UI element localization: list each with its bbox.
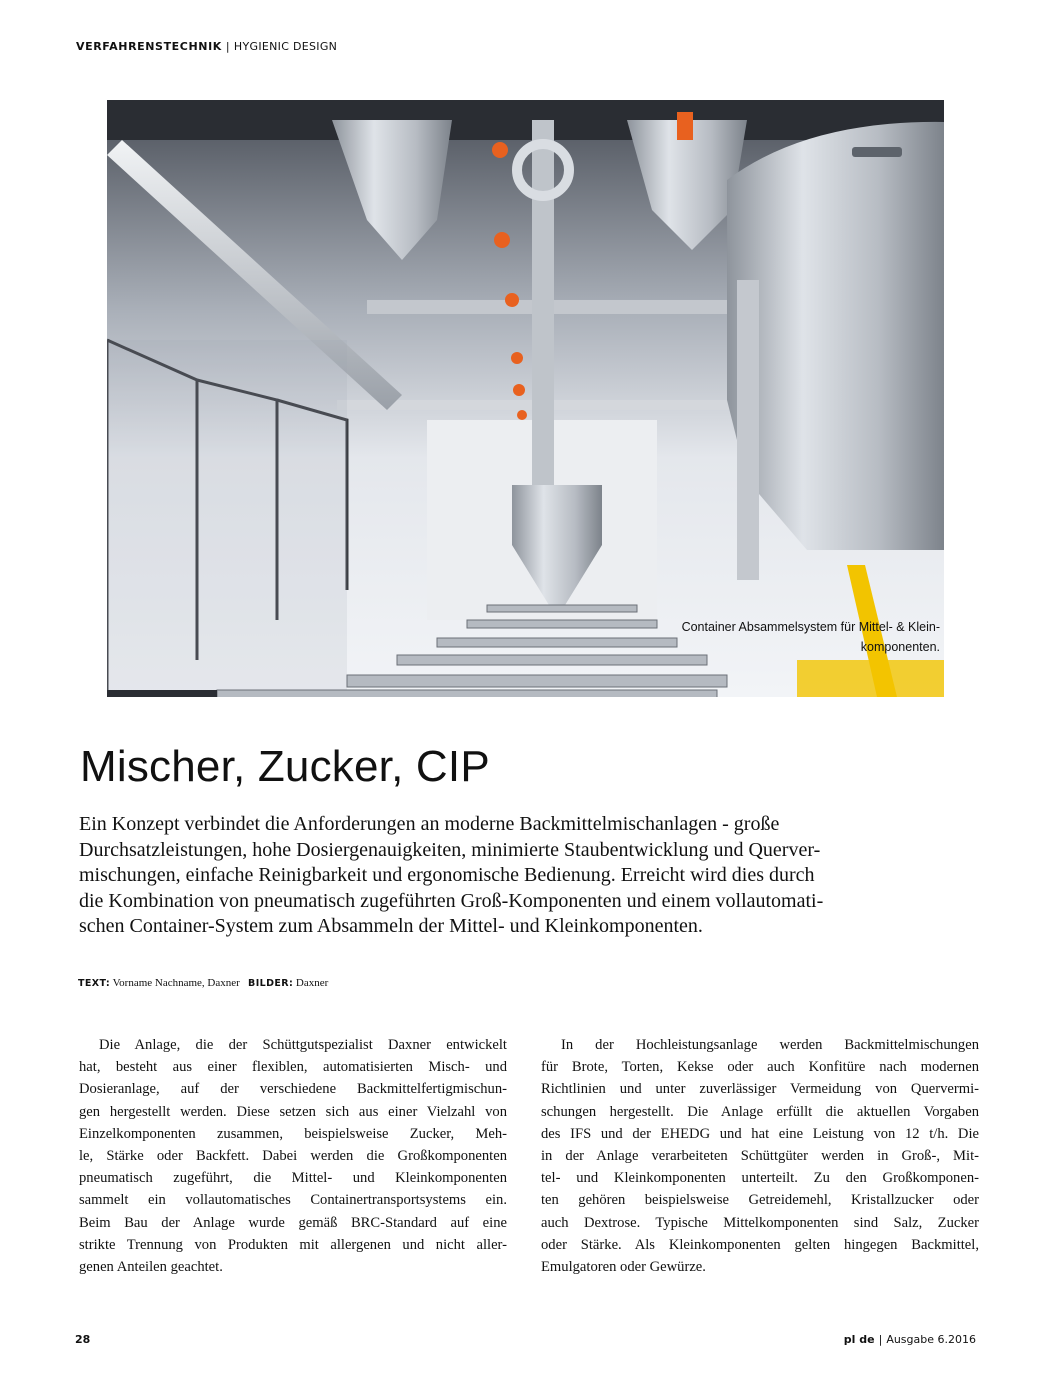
valve	[511, 352, 523, 364]
valve	[492, 142, 508, 158]
fence-mesh	[107, 340, 347, 697]
body-line: gen hergestellt werden. Diese setzen sich aus einer Vielzahl von	[79, 1103, 507, 1120]
ceiling	[107, 100, 944, 140]
caption-line-2: komponenten.	[860, 640, 940, 654]
body-line: Beim Bau der Anlage wurde gemäß BRC-Standard auf eine	[79, 1214, 507, 1231]
body-line: auch Dextrose. Typische Mittelkomponenten sind Salz, Zucker	[541, 1214, 979, 1231]
caption-line-1: Container Absammelsystem für Mittel- & Klein-	[681, 620, 940, 634]
issue-number: Ausgabe 6.2016	[886, 1333, 976, 1346]
body-line: des IFS und der EHEDG und hat eine Leistung von 12 t/h. Die	[541, 1125, 979, 1142]
body-column-right	[541, 1034, 979, 1278]
section-name: VERFAHRENSTECHNIK	[76, 40, 222, 53]
valve	[494, 232, 510, 248]
body-line: in der Anlage verarbeiteten Schüttgüter werden in Groß-, Mit-	[541, 1147, 979, 1164]
body-line: Die Anlage, die der Schüttgutspezialist Daxner entwickelt	[99, 1037, 507, 1053]
motor	[677, 112, 693, 140]
hero-photo	[107, 100, 944, 697]
body-line: ten gehören beispielsweise Getreidemehl, Kristallzucker oder	[541, 1192, 979, 1209]
footer-issue	[844, 1333, 976, 1346]
body-line: In der Hochleistungsanlage werden Backmittelmischungen	[561, 1037, 979, 1053]
article-headline: Mischer, Zucker, CIP	[80, 742, 490, 791]
feed-pipe	[532, 120, 554, 500]
section-topic: HYGIENIC DESIGN	[233, 40, 338, 53]
publication-name: pl de	[843, 1333, 875, 1346]
silo-badge	[852, 147, 902, 157]
page-number: 28	[75, 1333, 91, 1346]
plant-illustration	[107, 100, 944, 697]
body-line: strikte Trennung von Produkten mit allergenen und nicht aller-	[79, 1236, 507, 1253]
body-line: Richtlinien und unter zuverlässiger Vermeidung von Quervermi-	[541, 1081, 979, 1098]
body-line: sammelt ein vollautomatisches Containertransportsystems ein.	[79, 1192, 507, 1209]
photo-caption	[610, 617, 940, 657]
valve	[505, 293, 519, 307]
section-header	[76, 40, 337, 53]
body-line: Einzelkomponenten zusammen, beispielsweise Zucker, Meh-	[79, 1125, 507, 1142]
body-line: oder Stärke. Als Kleinkomponenten gelten hingegen Backmittel,	[541, 1236, 979, 1253]
image-credit-label: BILDER:	[248, 978, 294, 989]
body-line: pneumatisch zugeführt, die Mittel- und Kleinkomponenten	[79, 1170, 507, 1187]
section-separator: |	[225, 40, 230, 53]
body-line: le, Stärke oder Backfett. Dabei werden die Großkomponenten	[79, 1147, 507, 1164]
lead-line: schen Container-System zum Absammeln der Mittel- und Kleinkomponenten.	[79, 915, 703, 937]
valve	[517, 410, 527, 420]
yellow-platform	[797, 660, 944, 697]
body-line: genen Anteilen geachtet.	[79, 1258, 223, 1275]
article-credits	[78, 977, 328, 989]
lead-line: Durchsatzleistungen, hohe Dosiergenauigkeiten, minimierte Staubentwicklung und Querver-	[79, 838, 821, 861]
text-credit-value: Vorname Nachname, Daxner	[112, 977, 240, 989]
lead-line: Ein Konzept verbindet die Anforderungen an moderne Backmittelmischanlagen - große	[79, 813, 780, 835]
article-lead	[79, 812, 959, 940]
body-line: tel- und Kleinkomponenten unterteilt. Zu den Großkomponen-	[541, 1170, 979, 1187]
large-silo	[727, 122, 944, 550]
lead-line: die Kombination von pneumatisch zugeführten Groß-Komponenten und einem vollautomati-	[79, 889, 824, 912]
container-body	[512, 485, 602, 545]
body-column-left	[79, 1034, 507, 1278]
body-line: Emulgatoren oder Gewürze.	[541, 1258, 706, 1275]
body-line: schungen hergestellt. Die Anlage erfüllt die aktuellen Vorgaben	[541, 1103, 979, 1120]
valve	[513, 384, 525, 396]
body-line: für Brote, Torten, Kekse oder auch Konfitüre nach modernen	[541, 1059, 979, 1076]
floor-edge	[107, 690, 217, 697]
image-credit-value: Daxner	[295, 977, 329, 989]
text-credit-label: TEXT:	[78, 978, 111, 989]
body-line: hat, besteht aus einer flexiblen, automatisierten Misch- und	[79, 1059, 507, 1076]
support-column	[737, 280, 759, 580]
footer-separator: |	[878, 1333, 883, 1346]
lead-line: mischungen, einfache Reinigbarkeit und ergonomische Bedienung. Erreicht wird dies durch	[79, 864, 815, 886]
body-line: Dosieranlage, auf der verschiedene Backmittelfertigmischun-	[79, 1081, 507, 1098]
